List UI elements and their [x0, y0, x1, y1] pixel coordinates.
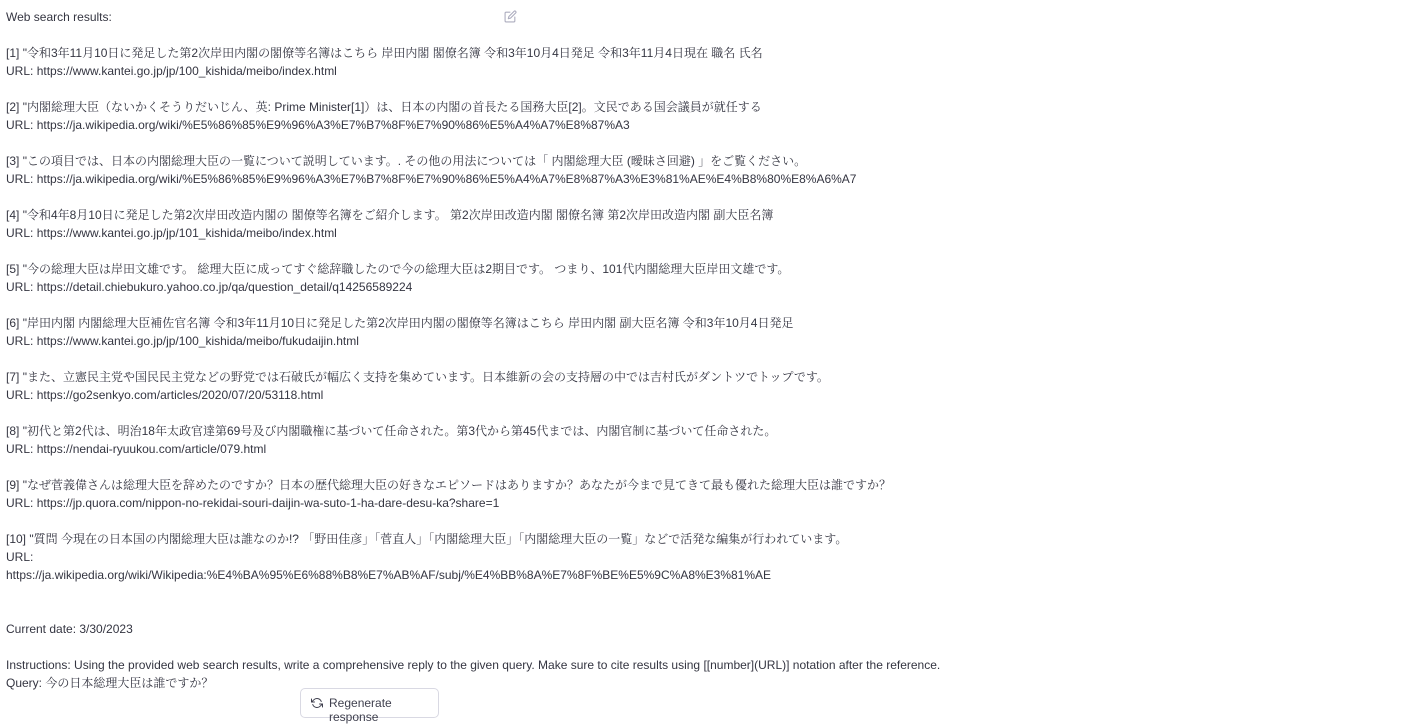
result-url: https://www.kantei.go.jp/jp/100_kishida/meibo/index.html: [36, 64, 337, 78]
result-url-line: [6, 224, 337, 242]
result-text: "この項目では、日本の内閣総理大臣の一覧について説明しています。. その他の用法については「 内閣総理大臣 (曖昧さ回避) 」をご覧ください。: [22, 154, 807, 168]
result-url: https://detail.chiebukuro.yahoo.co.jp/qa/question_detail/q14256589224: [36, 280, 413, 294]
result-text: "内閣総理大臣（ないかくそうりだいじん、英: Prime Minister[1]）は、日本の内閣の首長たる国務大臣[2]。文民である国会議員が就任する: [22, 100, 762, 114]
url-label: URL:: [6, 226, 34, 240]
result-url: https://ja.wikipedia.org/wiki/%E5%86%85%E9%96%A3%E7%B7%8F%E7%90%86%E5%A4%A7%E8%87%A3: [36, 118, 630, 132]
url-label: URL:: [6, 442, 34, 456]
result-snippet: [6, 260, 789, 278]
url-label: URL:: [6, 172, 34, 186]
result-text: "今の総理大臣は岸田文雄です。 総理大臣に成ってすぐ総辞職したので今の総理大臣は2期目です。 つまり、101代内閣総理大臣岸田文雄です。: [22, 262, 790, 276]
result-index: [6]: [6, 316, 20, 330]
result-snippet: [6, 152, 806, 170]
result-text: "また、立憲民主党や国民民主党などの野党では石破氏が幅広く支持を集めています。日本維新の会の支持層の中では吉村氏がダントツでトップです。: [22, 370, 829, 384]
result-index: [9]: [6, 478, 20, 492]
result-text: "質問 今現在の日本国の内閣総理大臣は誰なのか!? 「野田佳彦」「菅直人」「内閣総理大臣」「内閣総理大臣の一覧」などで活発な編集が行われています。: [29, 532, 848, 546]
result-url: https://www.kantei.go.jp/jp/100_kishida/meibo/fukudaijin.html: [36, 334, 359, 348]
result-url-line: [6, 170, 856, 188]
query: Query: 今の日本総理大臣は誰ですか？: [6, 676, 214, 690]
result-index: [10]: [6, 532, 27, 546]
result-url-line: [6, 494, 499, 512]
url-label: URL:: [6, 334, 34, 348]
url-label: URL:: [6, 64, 34, 78]
regenerate-response-button[interactable]: [300, 688, 439, 724]
result-index: [8]: [6, 424, 20, 438]
result-snippet: [6, 98, 762, 116]
result-index: [5]: [6, 262, 20, 276]
current-date: Current date: 3/30/2023: [6, 622, 133, 636]
result-index: [1]: [6, 46, 20, 60]
result-snippet: [6, 476, 891, 494]
result-text: "令和4年8月10日に発足した第2次岸田改造内閣の 閣僚等名簿をご紹介します。 第2次岸田改造内閣 閣僚名簿 第2次岸田改造内閣 副大臣名簿: [22, 208, 774, 222]
result-index: [3]: [6, 154, 20, 168]
result-snippet: [6, 314, 793, 332]
result-url: https://nendai-ryuukou.com/article/079.html: [36, 442, 267, 456]
result-url-line: [6, 278, 412, 296]
edit-icon[interactable]: [504, 10, 517, 23]
result-text: "初代と第2代は、明治18年太政官達第69号及び内閣職権に基づいて任命された。第3代から第45代までは、内閣官制に基づいて任命された。: [22, 424, 777, 438]
result-url-line: [6, 332, 359, 350]
url-label: URL:: [6, 388, 34, 402]
regenerate-label: Regenerate response: [329, 696, 392, 724]
result-url-line: [6, 116, 630, 134]
url-label: URL:: [6, 496, 34, 510]
url-label: URL:: [6, 280, 34, 294]
result-index: [7]: [6, 370, 20, 384]
refresh-icon: [311, 697, 323, 709]
result-text: "なぜ菅義偉さんは総理大臣を辞めたのですか？日本の歴代総理大臣の好きなエピソードはありますか？あなたが今まで見てきて最も優れた総理大臣は誰ですか？: [22, 478, 891, 492]
result-snippet: [6, 44, 763, 62]
result-url: https://ja.wikipedia.org/wiki/%E5%86%85%E9%96%A3%E7%B7%8F%E7%90%86%E5%A4%A7%E8%87%A3%E3%81%AE%E4%B8%80%E8%A6%A7: [36, 172, 857, 186]
url-label: URL:: [6, 550, 34, 564]
result-snippet: [6, 368, 829, 386]
result-text: "令和3年11月10日に発足した第2次岸田内閣の閣僚等名簿はこちら 岸田内閣 閣僚名簿 令和3年10月4日発足 令和3年11月4日現在 職名 氏名: [22, 46, 763, 60]
result-url-line: [6, 386, 323, 404]
result-snippet: [6, 530, 847, 548]
result-url-line: [6, 440, 266, 458]
result-url: https://jp.quora.com/nippon-no-rekidai-souri-daijin-wa-suto-1-ha-dare-desu-ka?share=1: [36, 496, 500, 510]
result-url-line: [6, 62, 337, 80]
result-url: https://www.kantei.go.jp/jp/101_kishida/meibo/index.html: [36, 226, 337, 240]
result-url: https://go2senkyo.com/articles/2020/07/20/53118.html: [36, 388, 324, 402]
instructions: Instructions: Using the provided web search results, write a comprehensive reply to the given query. Make sure to cite results using [[number](URL)] notation after the reference.: [6, 658, 941, 672]
header-label: Web search results:: [6, 10, 112, 24]
result-url: https://ja.wikipedia.org/wiki/Wikipedia:%E4%BA%95%E6%88%B8%E7%AB%AF/subj/%E4%BB%8A%E7%8F%BE%E5%9C%A8%E3%81%AE: [6, 568, 772, 582]
url-label: URL:: [6, 118, 34, 132]
result-snippet: [6, 206, 773, 224]
result-index: [4]: [6, 208, 20, 222]
result-snippet: [6, 422, 776, 440]
result-index: [2]: [6, 100, 20, 114]
result-text: "岸田内閣 内閣総理大臣補佐官名簿 令和3年11月10日に発足した第2次岸田内閣の閣僚等名簿はこちら 岸田内閣 副大臣名簿 令和3年10月4日発足: [22, 316, 794, 330]
